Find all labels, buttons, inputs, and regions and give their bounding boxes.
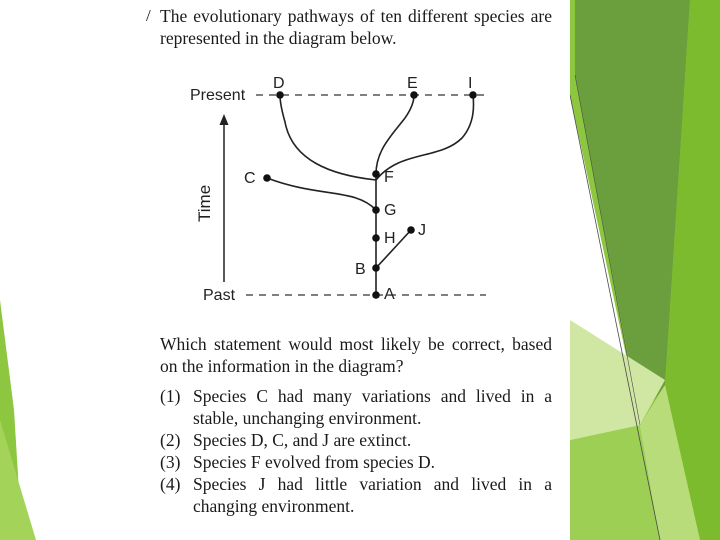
option-text: Species C had many variations and lived in a stable, unchanging environment.: [193, 386, 552, 428]
node-e: [410, 91, 418, 99]
node-g: [372, 206, 380, 214]
label-h: H: [384, 230, 396, 247]
question-intro: The evolutionary pathways of ten different species are represented in the diagram below.: [160, 6, 552, 48]
node-a: [372, 291, 380, 299]
branch-f-to-e: [376, 95, 414, 174]
node-h: [372, 234, 380, 242]
option-number: (2): [160, 430, 181, 450]
label-i: I: [468, 75, 473, 92]
option-number: (4): [160, 474, 181, 494]
present-label: Present: [190, 87, 246, 104]
node-d: [276, 91, 284, 99]
label-b: B: [355, 261, 366, 278]
label-g: G: [384, 202, 397, 219]
time-axis-label: Time: [195, 184, 214, 222]
label-j: J: [418, 222, 426, 239]
branch-g-to-c: [267, 178, 376, 210]
label-f: F: [384, 169, 394, 186]
label-c: C: [244, 170, 256, 187]
question-number-fragment: /: [146, 6, 151, 25]
branch-f-to-d: [280, 95, 376, 180]
node-c: [263, 174, 271, 182]
option-number: (3): [160, 452, 181, 472]
label-d: D: [273, 75, 285, 92]
past-label: Past: [203, 287, 236, 304]
time-arrow-head: [220, 114, 229, 125]
question-prompt: Which statement would most likely be correct, based on the information in the diagram?: [160, 334, 552, 376]
option-text: Species J had little variation and lived in a changing environment.: [193, 474, 552, 516]
node-j: [407, 226, 415, 234]
node-i: [469, 91, 477, 99]
node-f: [372, 170, 380, 178]
label-e: E: [407, 75, 418, 92]
option-text: Species D, C, and J are extinct.: [193, 430, 412, 450]
option-number: (1): [160, 386, 181, 406]
label-a: A: [384, 286, 395, 303]
option-text: Species F evolved from species D.: [193, 452, 436, 472]
node-b: [372, 264, 380, 272]
